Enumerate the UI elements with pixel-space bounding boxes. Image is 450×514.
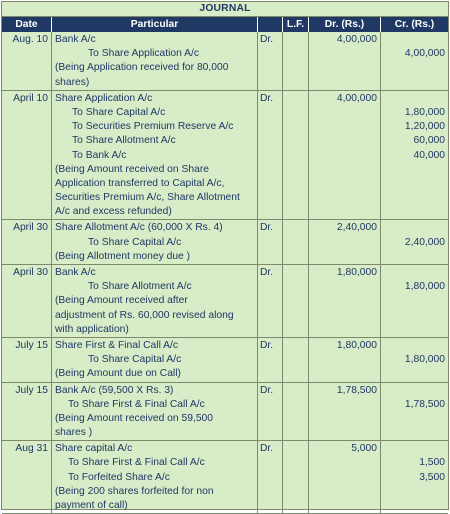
credit-amount: 1,20,000 [404,121,445,133]
credit-amount [383,412,445,426]
entry-date [2,220,52,264]
dr-marker-text [260,426,280,440]
narration-line: A/c and excess refunded) [55,206,172,218]
entry-credit [381,441,448,513]
entry-lf [283,265,309,337]
dr-marker-text [260,120,280,134]
debit-amount [311,499,377,513]
table-header [2,17,448,32]
debit-account-line: Bank A/c [55,267,96,278]
narration-line: (Being 200 shares forfeited for non [55,485,214,497]
dr-marker-text [260,177,280,191]
credit-amount [383,92,445,106]
debit-amount [311,309,377,323]
dr-marker-text [260,367,280,381]
dr-marker-text [260,163,280,177]
credit-amount: 1,80,000 [404,354,445,366]
narration-line: payment of call) [55,500,128,511]
debit-amount [311,205,377,219]
debit-amount [311,250,377,264]
journal-entry [2,338,448,383]
header-date: Date [2,17,52,32]
debit-amount [311,236,377,250]
entry-credit [381,91,448,220]
narration-line: shares) [55,76,90,88]
narration-line: Application transferred to Capital A/c, [55,177,225,189]
credit-amount: 4,00,000 [404,48,445,60]
narration-line: (Being Allotment money due ) [55,250,191,262]
entry-dr-marker [258,265,283,337]
credit-amount [383,177,445,191]
journal-entry [2,220,448,265]
debit-amount: 5,000 [351,443,377,455]
entry-particular [52,91,258,220]
debit-amount [311,120,377,134]
entry-debit [309,383,381,441]
dr-marker-text [260,236,280,250]
entry-date-text: July 15 [15,339,48,351]
narration-line: Securities Premium A/c, Share Allotment [55,192,240,204]
entry-date-text: April 30 [13,267,48,278]
credit-amount: 1,80,000 [404,281,445,293]
credit-amount: 1,78,500 [404,398,445,410]
debit-amount: 1,80,000 [336,339,377,351]
entry-date [2,32,52,90]
dr-marker-text: Dr. [260,34,274,45]
credit-amount: 1,500 [419,457,445,469]
narration-line: shares ) [55,427,93,439]
credit-amount [383,266,445,280]
narration-line: (Being Application received for 80,000 [55,62,229,74]
debit-account-line: Bank A/c (59,500 X Rs. 3) [55,384,174,396]
credit-amount [383,205,445,219]
credit-amount [383,163,445,177]
narration-line: adjustment of Rs. 60,000 revised along [55,309,234,321]
narration-line: (Being Amount received after [55,295,188,307]
dr-marker-text [260,485,280,499]
credit-account-line: To Share First & Final Call A/c [68,398,205,410]
credit-amount: 40,000 [413,149,445,161]
entry-date [2,441,52,513]
credit-amount [383,221,445,235]
entry-date-text: Aug 31 [15,443,48,455]
journal-entry [2,383,448,442]
credit-account-line: To Share Allotment A/c [88,281,192,293]
dr-marker-text [260,280,280,294]
debit-amount [311,353,377,367]
entry-particular [52,32,258,90]
journal-sheet [1,1,449,510]
debit-amount [311,280,377,294]
debit-amount [311,367,377,381]
entry-dr-marker [258,91,283,220]
dr-marker-text: Dr. [260,267,274,278]
credit-amount [383,323,445,337]
dr-marker-text [260,412,280,426]
entry-date [2,265,52,337]
dr-marker-text [260,134,280,148]
entry-debit [309,441,381,513]
entry-credit [381,32,448,90]
credit-amount [383,339,445,353]
entry-lf [283,441,309,513]
entry-debit [309,220,381,264]
narration-line: (Being Amount due on Call) [55,368,181,380]
debit-amount [311,412,377,426]
entry-lf [283,220,309,264]
dr-marker-text [260,250,280,264]
dr-marker-text: Dr. [260,384,274,396]
debit-amount [311,106,377,120]
debit-amount [311,323,377,337]
credit-account-line: To Share First & Final Call A/c [68,457,205,469]
journal-entry [2,441,448,514]
debit-amount [311,485,377,499]
entry-dr-marker [258,383,283,441]
entry-dr-marker [258,441,283,513]
header-lf: L.F. [283,17,309,32]
dr-marker-text [260,106,280,120]
journal-entry [2,91,448,221]
debit-amount: 1,80,000 [336,267,377,278]
credit-amount [383,76,445,90]
debit-amount: 2,40,000 [336,222,377,234]
entry-dr-marker [258,220,283,264]
entry-date-text: April 30 [13,222,48,234]
credit-account-line: To Share Application A/c [88,48,200,60]
entry-lf [283,91,309,220]
credit-amount [383,485,445,499]
journal-entry [2,32,448,91]
entry-particular [52,383,258,441]
dr-marker-text [260,205,280,219]
credit-amount [383,191,445,205]
debit-account-line: Share Allotment A/c (60,000 X Rs. 4) [55,222,223,234]
debit-amount [311,149,377,163]
dr-marker-text [260,294,280,308]
credit-account-line: To Share Capital A/c [88,236,182,248]
dr-marker-text [260,149,280,163]
credit-account-line: To Securities Premium Reserve A/c [72,121,234,133]
credit-amount [383,61,445,75]
header-particular: Particular [52,17,258,32]
debit-account-line: Share Application A/c [55,92,153,104]
dr-marker-text [260,76,280,90]
dr-marker-text [260,499,280,513]
debit-account-line: Share capital A/c [55,443,133,455]
entry-date-text: July 15 [15,384,48,396]
entry-credit [381,220,448,264]
entry-debit [309,265,381,337]
credit-account-line: To Forfeited Share A/c [68,471,170,483]
dr-marker-text: Dr. [260,339,274,351]
credit-amount: 3,500 [419,471,445,483]
debit-amount [311,471,377,485]
dr-marker-text [260,353,280,367]
debit-amount: 4,00,000 [336,34,377,45]
credit-amount: 1,80,000 [404,106,445,118]
debit-amount: 4,00,000 [336,92,377,104]
debit-amount [311,177,377,191]
credit-amount [383,442,445,456]
credit-amount [383,499,445,513]
entry-debit [309,32,381,90]
debit-amount [311,456,377,470]
credit-amount [383,426,445,440]
debit-amount [311,398,377,412]
debit-amount [311,294,377,308]
debit-amount [311,134,377,148]
debit-amount [311,47,377,61]
debit-amount [311,191,377,205]
entry-date-text: Aug. 10 [12,34,48,45]
debit-amount: 1,78,500 [336,384,377,396]
credit-account-line: To Bank A/c [72,149,127,161]
credit-amount [383,309,445,323]
credit-account-line: To Share Capital A/c [88,354,182,366]
entry-debit [309,338,381,382]
entry-date [2,91,52,220]
debit-amount [311,426,377,440]
entry-credit [381,338,448,382]
entry-dr-marker [258,32,283,90]
journal-entries [2,32,448,514]
entry-lf [283,32,309,90]
journal-title: JOURNAL [2,2,448,17]
entry-date-text: April 10 [13,92,48,104]
narration-line: with application) [55,323,129,335]
entry-date [2,338,52,382]
debit-account-line: Bank A/c [55,34,96,45]
entry-credit [381,265,448,337]
entry-particular [52,441,258,513]
credit-amount: 2,40,000 [404,236,445,248]
dr-marker-text [260,398,280,412]
entry-date [2,383,52,441]
credit-amount [383,367,445,381]
entry-particular [52,220,258,264]
credit-amount [383,384,445,398]
entry-dr-marker [258,338,283,382]
dr-marker-text [260,309,280,323]
debit-amount [311,163,377,177]
debit-amount [311,76,377,90]
dr-marker-text [260,47,280,61]
entry-credit [381,383,448,441]
entry-lf [283,383,309,441]
debit-amount [311,61,377,75]
entry-lf [283,338,309,382]
credit-account-line: To Share Capital A/c [72,106,166,118]
entry-debit [309,91,381,220]
narration-line: (Being Amount received on 59,500 [55,412,213,424]
header-debit: Dr. (Rs.) [309,17,381,32]
debit-account-line: Share First & Final Call A/c [55,339,179,351]
dr-marker-text: Dr. [260,222,274,234]
entry-particular [52,338,258,382]
dr-marker-text [260,323,280,337]
dr-marker-text: Dr. [260,92,274,104]
credit-amount [383,250,445,264]
dr-marker-text [260,471,280,485]
dr-marker-text [260,456,280,470]
credit-amount: 60,000 [413,135,445,147]
header-credit: Cr. (Rs.) [394,19,435,30]
header-dr-marker [258,17,283,32]
journal-entry [2,265,448,338]
narration-line: (Being Amount received on Share [55,163,209,175]
dr-marker-text [260,191,280,205]
credit-amount [383,294,445,308]
entry-particular [52,265,258,337]
credit-amount [383,33,445,47]
dr-marker-text: Dr. [260,443,274,455]
credit-account-line: To Share Allotment A/c [72,135,176,147]
dr-marker-text [260,61,280,75]
